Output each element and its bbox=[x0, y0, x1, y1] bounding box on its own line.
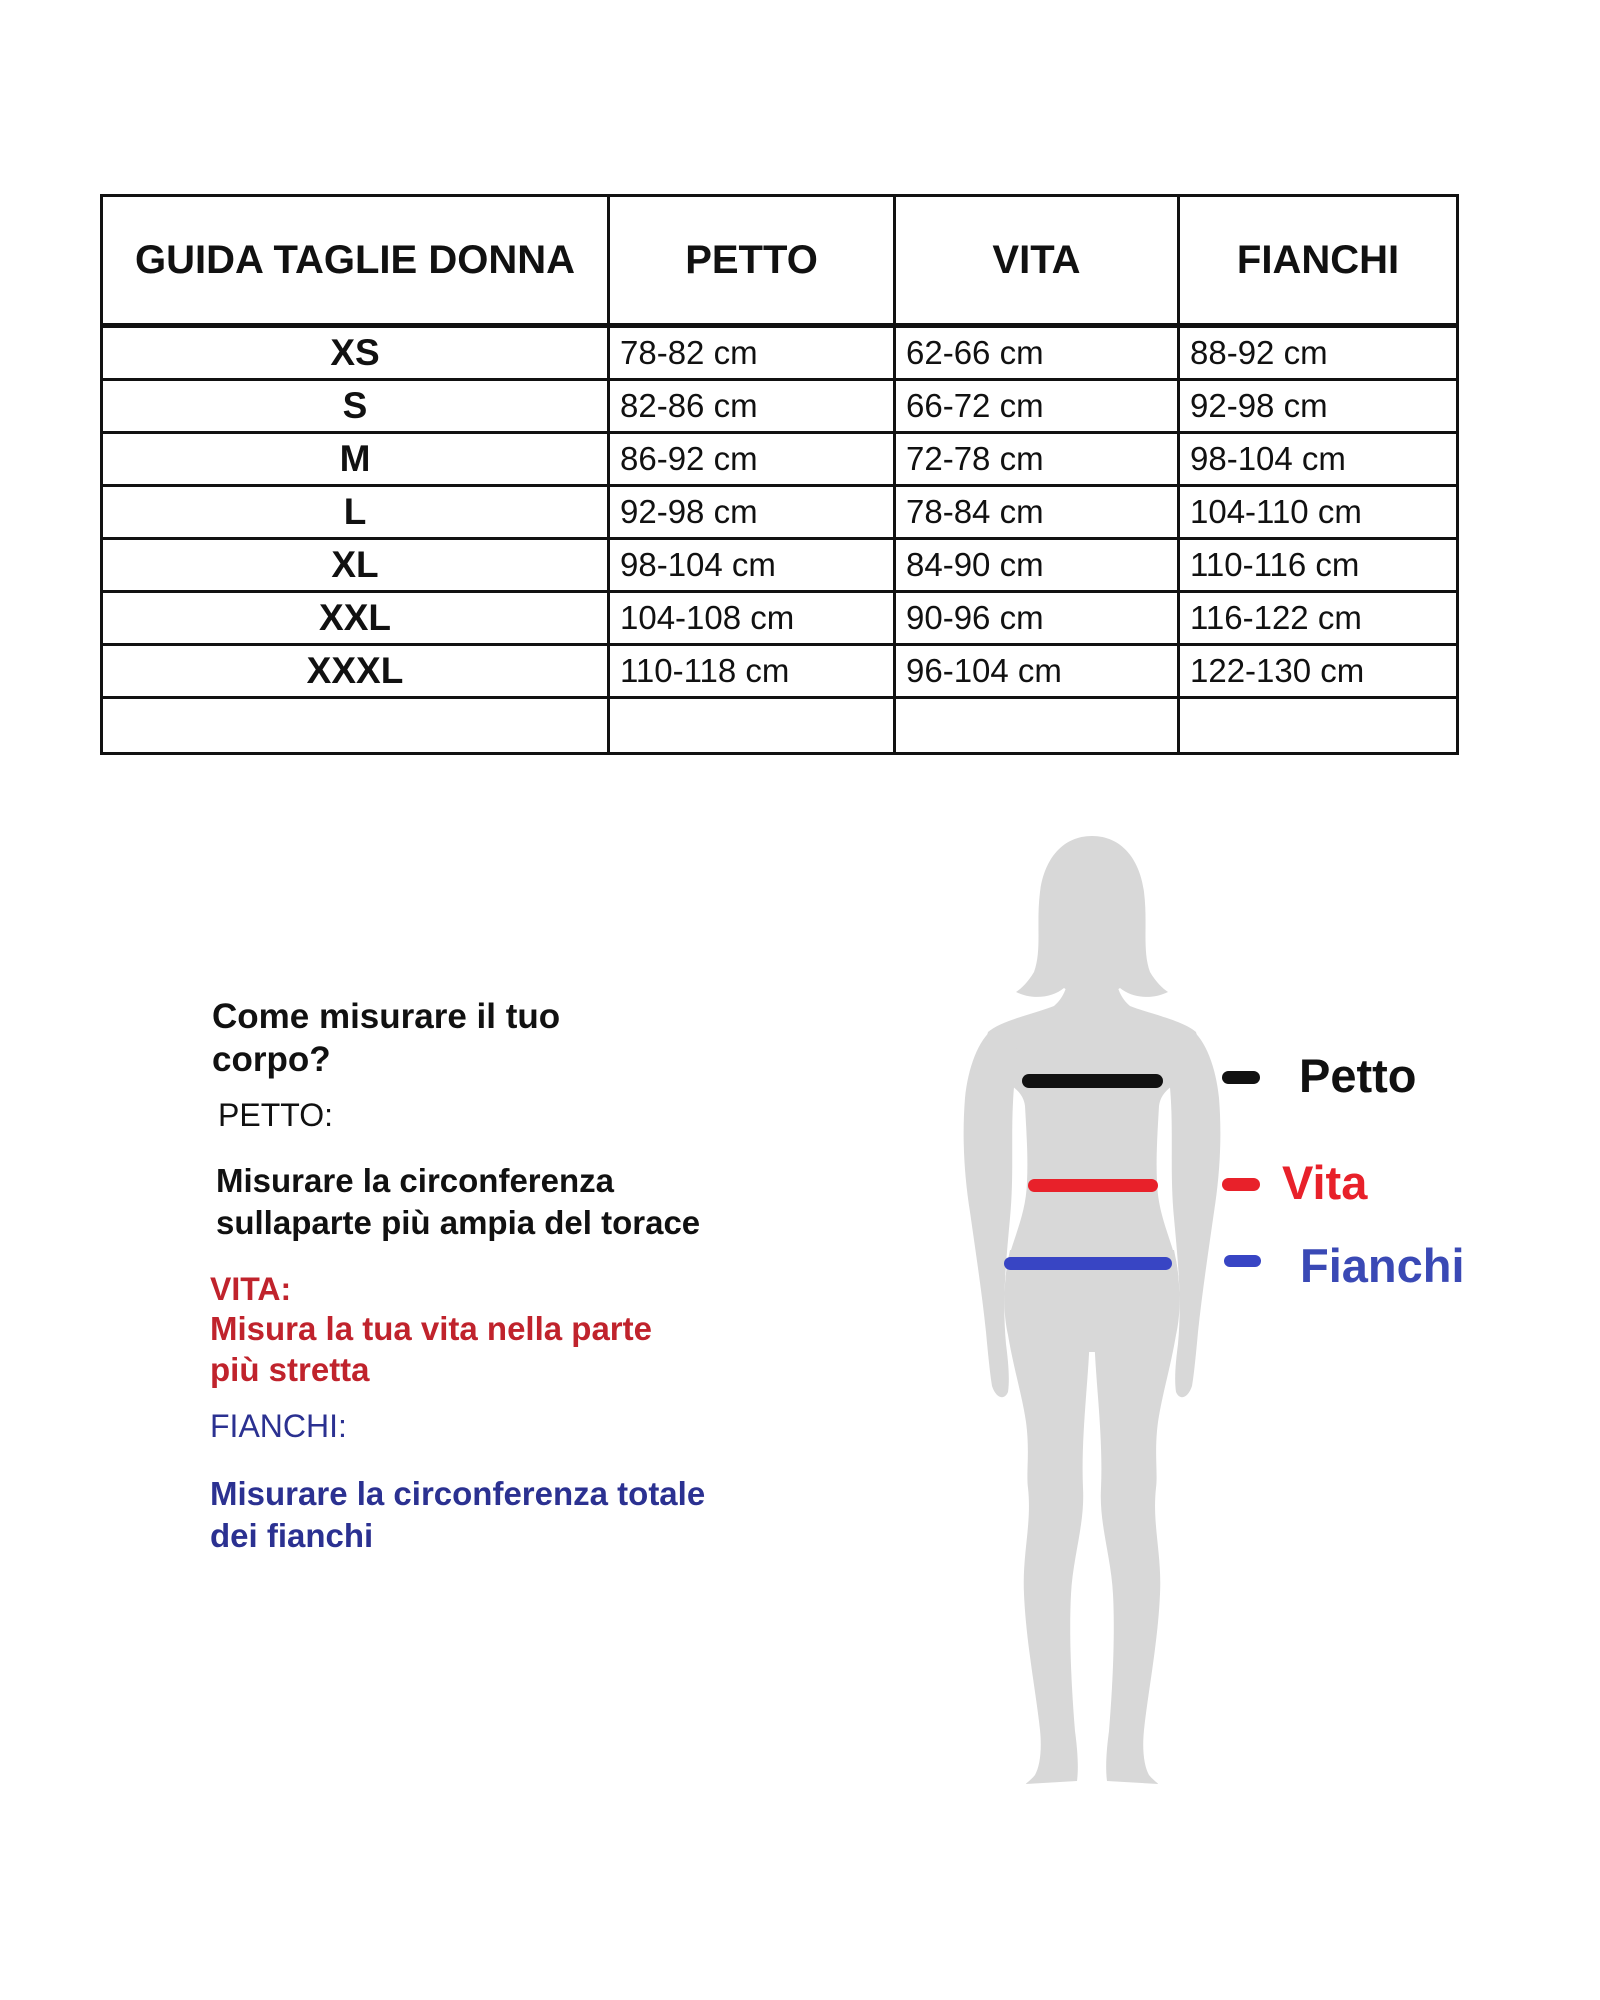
vita-value: 84-90 cm bbox=[895, 539, 1179, 592]
fianchi-value: 88-92 cm bbox=[1179, 326, 1458, 380]
vita-value: 96-104 cm bbox=[895, 645, 1179, 698]
petto-value: 92-98 cm bbox=[609, 486, 895, 539]
fianchi-body-line: dei fianchi bbox=[210, 1517, 374, 1554]
vita-value: 78-84 cm bbox=[895, 486, 1179, 539]
fianchi-legend-dash bbox=[1224, 1255, 1261, 1267]
table-header-row bbox=[102, 196, 1458, 326]
petto-legend-dash bbox=[1222, 1071, 1260, 1084]
vita-section bbox=[210, 1270, 652, 1390]
table-row bbox=[102, 592, 1458, 645]
fianchi-value: 104-110 cm bbox=[1179, 486, 1458, 539]
fianchi-value: 122-130 cm bbox=[1179, 645, 1458, 698]
petto-value: 86-92 cm bbox=[609, 433, 895, 486]
petto-section-body bbox=[216, 1160, 700, 1244]
petto-value bbox=[609, 698, 895, 754]
table-row bbox=[102, 326, 1458, 380]
how-to-measure-title bbox=[212, 995, 560, 1081]
fianchi-section-heading: FIANCHI: bbox=[210, 1408, 347, 1444]
table-row bbox=[102, 486, 1458, 539]
col-header-size-guide: GUIDA TAGLIE DONNA bbox=[102, 196, 609, 326]
fianchi-legend-label: Fianchi bbox=[1300, 1239, 1465, 1292]
petto-body-line: sullaparte più ampia del torace bbox=[216, 1204, 701, 1241]
table-row bbox=[102, 433, 1458, 486]
petto-value: 98-104 cm bbox=[609, 539, 895, 592]
size-label: XL bbox=[102, 539, 609, 592]
petto-value: 110-118 cm bbox=[609, 645, 895, 698]
fianchi-measure-line bbox=[1004, 1257, 1172, 1270]
table-row bbox=[102, 380, 1458, 433]
fianchi-section-body bbox=[210, 1473, 705, 1557]
table-row bbox=[102, 539, 1458, 592]
fianchi-value: 110-116 cm bbox=[1179, 539, 1458, 592]
col-header-fianchi: FIANCHI bbox=[1179, 196, 1458, 326]
size-label: S bbox=[102, 380, 609, 433]
vita-value bbox=[895, 698, 1179, 754]
vita-section-heading: VITA: bbox=[210, 1271, 292, 1307]
size-label: M bbox=[102, 433, 609, 486]
title-line: corpo? bbox=[212, 1040, 331, 1079]
petto-section-heading: PETTO: bbox=[218, 1097, 333, 1133]
fianchi-body-line: Misurare la circonferenza totale bbox=[210, 1475, 706, 1512]
vita-measure-line bbox=[1028, 1179, 1158, 1192]
fianchi-value: 98-104 cm bbox=[1179, 433, 1458, 486]
fianchi-value bbox=[1179, 698, 1458, 754]
fianchi-value: 92-98 cm bbox=[1179, 380, 1458, 433]
table-row-empty bbox=[102, 698, 1458, 754]
vita-body-line: più stretta bbox=[210, 1351, 370, 1388]
measurement-diagram bbox=[950, 830, 1230, 1800]
size-label: XS bbox=[102, 326, 609, 380]
woman-silhouette bbox=[950, 830, 1230, 1800]
vita-value: 90-96 cm bbox=[895, 592, 1179, 645]
fianchi-value: 116-122 cm bbox=[1179, 592, 1458, 645]
petto-value: 82-86 cm bbox=[609, 380, 895, 433]
petto-measure-line bbox=[1022, 1074, 1163, 1088]
col-header-petto: PETTO bbox=[609, 196, 895, 326]
size-label bbox=[102, 698, 609, 754]
size-label: XXXL bbox=[102, 645, 609, 698]
size-label: XXL bbox=[102, 592, 609, 645]
petto-legend-label: Petto bbox=[1299, 1049, 1417, 1102]
title-line: Come misurare il tuo bbox=[212, 997, 561, 1036]
vita-legend-label: Vita bbox=[1282, 1156, 1368, 1209]
size-label: L bbox=[102, 486, 609, 539]
vita-value: 72-78 cm bbox=[895, 433, 1179, 486]
vita-value: 66-72 cm bbox=[895, 380, 1179, 433]
petto-body-line: Misurare la circonferenza bbox=[216, 1162, 614, 1199]
size-guide-table bbox=[100, 194, 1459, 755]
petto-value: 104-108 cm bbox=[609, 592, 895, 645]
vita-section-body bbox=[210, 1308, 652, 1390]
vita-body-line: Misura la tua vita nella parte bbox=[210, 1310, 652, 1347]
table-row bbox=[102, 645, 1458, 698]
vita-value: 62-66 cm bbox=[895, 326, 1179, 380]
petto-value: 78-82 cm bbox=[609, 326, 895, 380]
vita-legend-dash bbox=[1222, 1178, 1260, 1191]
col-header-vita: VITA bbox=[895, 196, 1179, 326]
